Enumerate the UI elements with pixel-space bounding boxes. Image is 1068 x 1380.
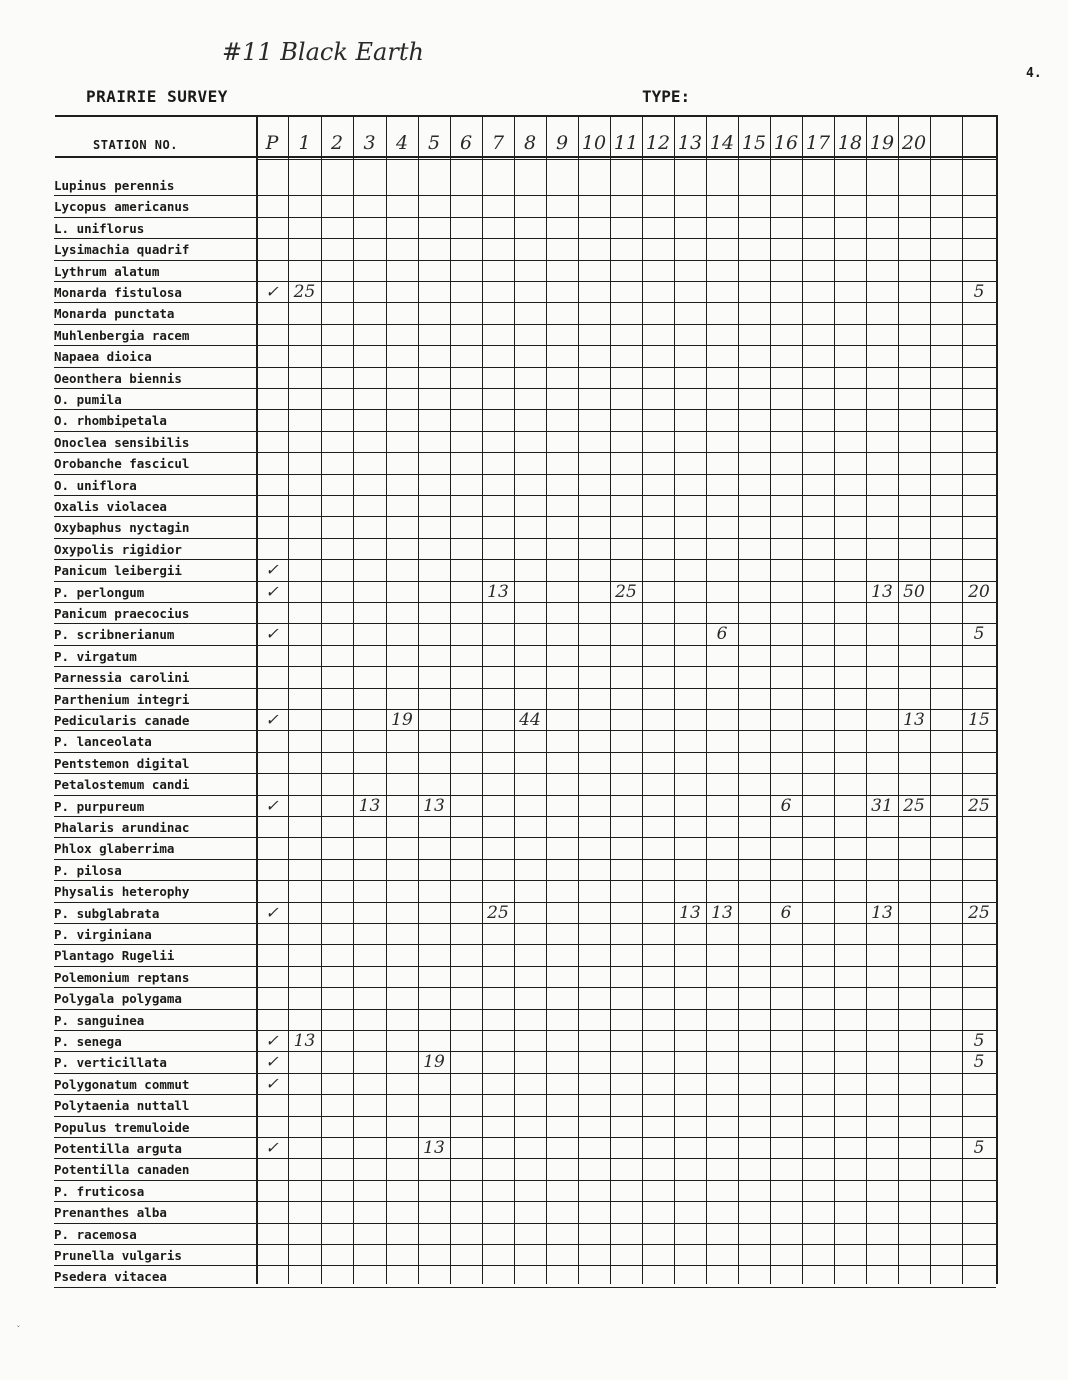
abundance-value: 13 (423, 1138, 445, 1158)
abundance-value: 13 (293, 1031, 316, 1051)
species-name: Muhlenbergia racem (54, 328, 190, 343)
abundance-value: 15 (968, 710, 990, 730)
row-rule (54, 1116, 996, 1117)
row-rule (54, 966, 996, 967)
column-line (642, 115, 643, 1284)
row-rule (54, 987, 996, 988)
species-name: Polytaenia nuttall (54, 1098, 190, 1113)
species-name: P. pilosa (54, 863, 122, 878)
column-line (450, 115, 451, 1284)
table-top-rule (55, 115, 996, 117)
abundance-value: 50 (903, 582, 925, 602)
species-name: Panicum praecocius (54, 606, 190, 621)
column-line (834, 115, 835, 1284)
species-name: Orobanche fascicul (54, 456, 190, 471)
row-rule (54, 752, 996, 753)
column-line (930, 115, 931, 1284)
species-name: P. lanceolata (54, 734, 152, 749)
abundance-value: 25 (903, 796, 925, 816)
species-name: P. racemosa (54, 1227, 137, 1242)
presence-check-icon: ✓ (265, 560, 279, 579)
column-line (674, 115, 675, 1284)
species-name: L. uniflorus (54, 221, 145, 236)
abundance-value: 25 (968, 903, 990, 923)
column-line (802, 115, 803, 1284)
column-line (898, 115, 899, 1284)
abundance-value: 19 (423, 1052, 445, 1072)
abundance-value: 6 (716, 624, 728, 644)
species-name: Populus tremuloide (54, 1120, 190, 1135)
row-rule (54, 452, 996, 453)
species-name: Oeonthera biennis (54, 371, 182, 386)
station-column-header: 1 (298, 132, 311, 154)
station-column-header: 7 (491, 132, 505, 154)
row-rule (54, 1073, 996, 1074)
species-name: Pedicularis canade (54, 713, 190, 728)
column-line (866, 115, 867, 1284)
row-rule (54, 1030, 996, 1031)
column-line (386, 115, 387, 1284)
species-name: Napaea dioica (54, 349, 152, 364)
station-column-header: 15 (741, 132, 767, 154)
species-name: Parthenium integri (54, 692, 190, 707)
species-name: Lysimachia quadrif (54, 242, 190, 257)
row-rule (54, 944, 996, 945)
abundance-value: 25 (293, 282, 316, 302)
presence-check-icon: ✓ (265, 1031, 279, 1050)
presence-check-icon: ✓ (265, 710, 279, 729)
column-line (770, 115, 771, 1284)
presence-check-icon: ✓ (265, 903, 279, 922)
species-name: Pentstemon digital (54, 756, 190, 771)
row-rule (54, 324, 996, 325)
abundance-value: 13 (423, 796, 445, 816)
station-column-header: 14 (709, 132, 735, 154)
species-name: P. virginiana (54, 927, 152, 942)
row-rule (54, 1094, 996, 1095)
abundance-value: 44 (519, 710, 541, 730)
row-rule (54, 495, 996, 496)
row-rule (54, 516, 996, 517)
row-rule (54, 1158, 996, 1159)
abundance-value: 5 (973, 282, 985, 302)
row-rule (54, 431, 996, 432)
species-name: P. sanguinea (54, 1013, 145, 1028)
abundance-value: 5 (973, 624, 985, 644)
station-column-header: 10 (581, 132, 607, 154)
species-name: Parnessia carolini (54, 670, 190, 685)
row-rule (54, 260, 996, 261)
row-rule (54, 281, 996, 282)
row-rule (54, 581, 996, 582)
column-line (546, 115, 547, 1284)
species-name: O. pumila (54, 392, 122, 407)
presence-check-icon: ✓ (265, 796, 279, 815)
station-number-label: STATION NO. (93, 138, 178, 152)
column-line (610, 115, 611, 1284)
row-rule (54, 666, 996, 667)
row-rule (54, 1244, 996, 1245)
abundance-value: 25 (487, 903, 509, 923)
abundance-value: 20 (968, 582, 990, 602)
species-name: Phlox glaberrima (54, 841, 175, 856)
abundance-value: 5 (973, 1052, 985, 1072)
row-rule (54, 195, 996, 196)
row-rule (54, 345, 996, 346)
station-column-header: 19 (869, 132, 895, 154)
row-rule (54, 1223, 996, 1224)
station-column-header: 20 (901, 132, 927, 154)
row-rule (54, 1009, 996, 1010)
station-column-header: 5 (427, 132, 441, 154)
presence-check-icon: ✓ (265, 1052, 279, 1071)
station-column-header: 3 (363, 132, 376, 154)
row-rule (54, 388, 996, 389)
species-name: Polygala polygama (54, 991, 182, 1006)
row-rule (54, 602, 996, 603)
species-name: Potentilla arguta (54, 1141, 182, 1156)
species-name: Lycopus americanus (54, 199, 190, 214)
species-name: P. fruticosa (54, 1184, 145, 1199)
row-rule (54, 902, 996, 903)
stray-mark: ˇ (16, 1325, 21, 1334)
species-name: P. senega (54, 1034, 122, 1049)
column-line (578, 115, 579, 1284)
row-rule (54, 773, 996, 774)
abundance-value: 13 (711, 903, 733, 923)
abundance-value: 13 (871, 903, 893, 923)
species-name: Plantago Rugelii (54, 948, 175, 963)
station-column-header (962, 128, 996, 158)
species-name: Lythrum alatum (54, 264, 160, 279)
station-column-header: 11 (613, 132, 639, 154)
row-rule (54, 795, 996, 796)
presence-check-icon: ✓ (265, 282, 279, 301)
species-name: Psedera vitacea (54, 1269, 167, 1284)
column-line (321, 115, 322, 1284)
species-name: O. uniflora (54, 478, 137, 493)
row-rule (54, 1287, 996, 1288)
species-name: Polemonium reptans (54, 970, 190, 985)
row-rule (54, 730, 996, 731)
species-name: Oxalis violacea (54, 499, 167, 514)
row-rule (54, 1180, 996, 1181)
abundance-value: 31 (871, 796, 893, 816)
species-name: P. verticillata (54, 1055, 167, 1070)
station-column-header: 4 (395, 132, 409, 154)
species-name: P. perlongum (54, 585, 145, 600)
row-rule (54, 645, 996, 646)
station-column-header: P (265, 132, 279, 154)
station-column-header: 16 (773, 132, 799, 154)
row-rule (54, 409, 996, 410)
abundance-value: 13 (487, 582, 509, 602)
station-column-header: 13 (677, 132, 703, 154)
column-line (738, 115, 739, 1284)
species-name: Onoclea sensibilis (54, 435, 190, 450)
row-rule (54, 538, 996, 539)
row-rule (54, 859, 996, 860)
species-name: Phalaris arundinac (54, 820, 190, 835)
station-column-header: 17 (805, 132, 831, 154)
column-line (706, 115, 707, 1284)
species-name: Polygonatum commut (54, 1077, 190, 1092)
abundance-value: 13 (358, 796, 381, 816)
row-rule (54, 880, 996, 881)
species-name: Potentilla canaden (54, 1162, 190, 1177)
row-rule (54, 217, 996, 218)
type-label: TYPE: (642, 87, 691, 106)
abundance-value: 25 (615, 582, 637, 602)
column-line (418, 115, 419, 1284)
species-name: Oxybaphus nyctagin (54, 520, 190, 535)
row-rule (54, 367, 996, 368)
station-column-header: 8 (523, 132, 537, 154)
station-column-header: 9 (555, 132, 569, 154)
row-rule (54, 816, 996, 817)
page-number: 4. (1026, 66, 1042, 81)
abundance-value: 13 (903, 710, 925, 730)
row-rule (54, 623, 996, 624)
row-rule (54, 923, 996, 924)
survey-title: PRAIRIE SURVEY (86, 87, 228, 106)
row-rule (54, 474, 996, 475)
abundance-value: 6 (780, 796, 792, 816)
row-rule (54, 837, 996, 838)
station-column-header: 12 (645, 132, 671, 154)
species-name: P. subglabrata (54, 906, 160, 921)
species-name: Monarda fistulosa (54, 285, 182, 300)
species-name: P. purpureum (54, 799, 145, 814)
presence-check-icon: ✓ (265, 1074, 279, 1093)
species-name: P. virgatum (54, 649, 137, 664)
row-rule (54, 1051, 996, 1052)
species-name: Lupinus perennis (54, 178, 175, 193)
species-name: Prenanthes alba (54, 1205, 167, 1220)
presence-check-icon: ✓ (265, 582, 279, 601)
presence-check-icon: ✓ (265, 624, 279, 643)
row-rule (54, 688, 996, 689)
species-name: Physalis heterophy (54, 884, 190, 899)
species-name: O. rhombipetala (54, 413, 167, 428)
row-rule (54, 1265, 996, 1266)
row-rule (54, 238, 996, 239)
abundance-value: 6 (780, 903, 792, 923)
abundance-value: 13 (871, 582, 893, 602)
column-line (996, 115, 998, 1284)
handwritten-title: #11 Black Earth (222, 38, 424, 66)
station-column-header: 2 (330, 132, 344, 154)
species-name: Oxypolis rigidior (54, 542, 182, 557)
species-name: Prunella vulgaris (54, 1248, 182, 1263)
row-rule (54, 1137, 996, 1138)
species-name: Petalostemum candi (54, 777, 190, 792)
column-line (514, 115, 515, 1284)
row-rule (54, 1201, 996, 1202)
station-column-header: 6 (459, 132, 473, 154)
species-name: P. scribnerianum (54, 627, 175, 642)
row-rule (54, 559, 996, 560)
abundance-value: 25 (968, 796, 990, 816)
row-rule (54, 302, 996, 303)
abundance-value: 5 (973, 1138, 985, 1158)
column-line (353, 115, 354, 1284)
station-column-header (930, 128, 962, 158)
abundance-value: 13 (679, 903, 701, 923)
station-column-header: 18 (837, 132, 863, 154)
abundance-value: 5 (973, 1031, 985, 1051)
header-double-rule (256, 159, 996, 160)
presence-check-icon: ✓ (265, 1138, 279, 1157)
abundance-value: 19 (391, 710, 413, 730)
species-name: Monarda punctata (54, 306, 175, 321)
column-line (482, 115, 483, 1284)
species-name: Panicum leibergii (54, 563, 182, 578)
